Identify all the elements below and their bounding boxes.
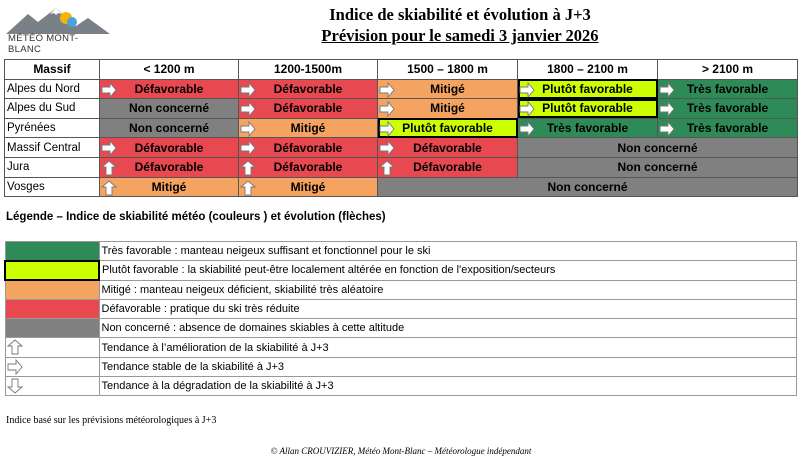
skiability-label: Très favorable	[686, 101, 769, 116]
right-arrow-icon	[101, 140, 117, 156]
skiability-label: Très favorable	[686, 121, 769, 136]
legend-swatch	[5, 299, 99, 318]
right-arrow-icon	[379, 101, 395, 117]
legend-row	[5, 261, 797, 280]
legend-row	[5, 377, 797, 396]
mountain-logo-icon	[6, 6, 110, 36]
skiability-cell	[518, 157, 798, 177]
right-arrow-icon	[659, 82, 675, 98]
skiability-label: Mitigé	[290, 121, 326, 136]
skiability-cell	[658, 118, 798, 138]
skiability-cell	[239, 79, 378, 99]
up-arrow-icon	[101, 180, 117, 196]
column-header: 1800 – 2100 m	[518, 60, 658, 80]
legend-row	[5, 299, 797, 318]
right-arrow-icon	[379, 140, 395, 156]
skiability-cell	[100, 138, 239, 158]
right-arrow-icon	[240, 121, 256, 137]
legend-swatch	[5, 338, 99, 357]
legend-row	[5, 280, 797, 299]
table-row	[5, 157, 798, 177]
right-arrow-icon	[659, 101, 675, 117]
legend-row	[5, 357, 797, 376]
legend-text: Très favorable : manteau neigeux suffisant et fonctionnel pour le ski	[99, 242, 797, 261]
skiability-label: Défavorable	[134, 140, 204, 155]
skiability-label: Très favorable	[686, 81, 769, 96]
skiability-label: Défavorable	[273, 140, 343, 155]
page-title: Indice de skiabilité et évolution à J+3	[329, 5, 591, 24]
skiability-label: Défavorable	[134, 81, 204, 96]
skiability-label: Non concerné	[128, 101, 209, 116]
skiability-cell	[239, 157, 378, 177]
skiability-label: Défavorable	[273, 160, 343, 175]
massif-name: Pyrénées	[5, 118, 100, 138]
skiability-label: Mitigé	[430, 101, 465, 116]
skiability-label: Non concerné	[617, 140, 698, 155]
page-subtitle: Prévision pour le samedi 3 janvier 2026	[321, 26, 599, 45]
skiability-cell	[518, 99, 658, 119]
legend-swatch	[5, 280, 99, 299]
skiability-cell	[518, 79, 658, 99]
legend-table	[4, 241, 797, 396]
legend-text: Tendance à la dégradation de la skiabilité à J+3	[99, 377, 797, 396]
skiability-cell	[378, 177, 798, 197]
table-row	[5, 177, 798, 197]
skiability-label: Plutôt favorable	[542, 101, 633, 116]
massif-name: Alpes du Sud	[5, 99, 100, 119]
massif-name: Massif Central	[5, 138, 100, 158]
skiability-cell	[378, 99, 518, 119]
right-arrow-icon	[379, 82, 395, 98]
footnote: Indice basé sur les prévisions météorologiques à J+3	[6, 415, 217, 426]
legend-text: Plutôt favorable : la skiabilité peut-être localement altérée en fonction de l'exposition/secteurs	[99, 261, 797, 280]
skiability-cell	[518, 138, 798, 158]
skiability-label: Défavorable	[273, 81, 343, 96]
skiability-cell	[239, 138, 378, 158]
skiability-label: Plutôt favorable	[542, 81, 633, 96]
skiability-label: Non concerné	[547, 179, 628, 194]
legend-title: Légende – Indice de skiabilité météo (couleurs ) et évolution (flèches)	[6, 211, 386, 223]
skiability-cell	[378, 138, 518, 158]
legend-text: Non concerné : absence de domaines skiables à cette altitude	[99, 319, 797, 338]
skiability-cell	[100, 118, 239, 138]
massif-name: Vosges	[5, 177, 100, 197]
legend-row	[5, 338, 797, 357]
table-row	[5, 118, 798, 138]
right-arrow-icon	[7, 359, 23, 375]
right-arrow-icon	[379, 121, 395, 137]
skiability-label: Défavorable	[134, 160, 204, 175]
skiability-label: Plutôt favorable	[402, 121, 493, 136]
skiability-cell	[378, 118, 518, 138]
skiability-label: Très favorable	[546, 121, 629, 136]
skiability-cell	[100, 79, 239, 99]
right-arrow-icon	[659, 121, 675, 137]
column-header: > 2100 m	[658, 60, 798, 80]
skiability-cell	[239, 118, 378, 138]
up-arrow-icon	[101, 160, 117, 176]
right-arrow-icon	[240, 101, 256, 117]
massif-name: Jura	[5, 157, 100, 177]
skiability-table	[4, 59, 798, 197]
skiability-label: Non concerné	[128, 121, 209, 136]
legend-text: Tendance à l’amélioration de la skiabilité à J+3	[99, 338, 797, 357]
right-arrow-icon	[519, 101, 535, 117]
right-arrow-icon	[519, 121, 535, 137]
credit: © Allan CROUVIZIER, Météo Mont-Blanc – Météorologue indépendant	[270, 446, 532, 456]
table-row	[5, 99, 798, 119]
legend-swatch	[5, 242, 99, 261]
column-header: 1500 – 1800 m	[378, 60, 518, 80]
right-arrow-icon	[240, 140, 256, 156]
skiability-cell	[100, 157, 239, 177]
legend-row	[5, 242, 797, 261]
table-header-row	[5, 60, 798, 80]
skiability-cell	[378, 157, 518, 177]
right-arrow-icon	[101, 82, 117, 98]
legend-text: Défavorable : pratique du ski très réduite	[99, 299, 797, 318]
down-arrow-icon	[7, 378, 23, 394]
column-header: 1200-1500m	[239, 60, 378, 80]
legend-swatch	[5, 357, 99, 376]
skiability-label: Mitigé	[430, 81, 465, 96]
up-arrow-icon	[240, 160, 256, 176]
skiability-label: Défavorable	[413, 140, 482, 155]
massif-name: Alpes du Nord	[5, 79, 100, 99]
column-header: < 1200 m	[100, 60, 239, 80]
skiability-label: Défavorable	[413, 160, 482, 175]
skiability-cell	[658, 99, 798, 119]
skiability-label: Mitigé	[290, 179, 326, 194]
legend-row	[5, 319, 797, 338]
legend-swatch	[5, 319, 99, 338]
logo	[6, 6, 110, 55]
table-row	[5, 138, 798, 158]
up-arrow-icon	[7, 339, 23, 355]
skiability-cell	[239, 99, 378, 119]
legend-text: Tendance stable de la skiabilité à J+3	[99, 357, 797, 376]
skiability-cell	[100, 99, 239, 119]
right-arrow-icon	[519, 82, 535, 98]
table-row	[5, 79, 798, 99]
legend-swatch	[5, 261, 99, 280]
skiability-label: Défavorable	[273, 101, 343, 116]
up-arrow-icon	[379, 160, 395, 176]
skiability-label: Mitigé	[151, 179, 187, 194]
skiability-label: Non concerné	[617, 160, 698, 175]
legend-text: Mitigé : manteau neigeux déficient, skiabilité très aléatoire	[99, 280, 797, 299]
column-header: Massif	[5, 60, 100, 80]
right-arrow-icon	[240, 82, 256, 98]
skiability-cell	[658, 79, 798, 99]
legend-swatch	[5, 377, 99, 396]
skiability-cell	[518, 118, 658, 138]
skiability-cell	[378, 79, 518, 99]
logo-text: MÉTÉO MONT-BLANC	[8, 33, 79, 55]
skiability-cell	[100, 177, 239, 197]
skiability-cell	[239, 177, 378, 197]
up-arrow-icon	[240, 180, 256, 196]
